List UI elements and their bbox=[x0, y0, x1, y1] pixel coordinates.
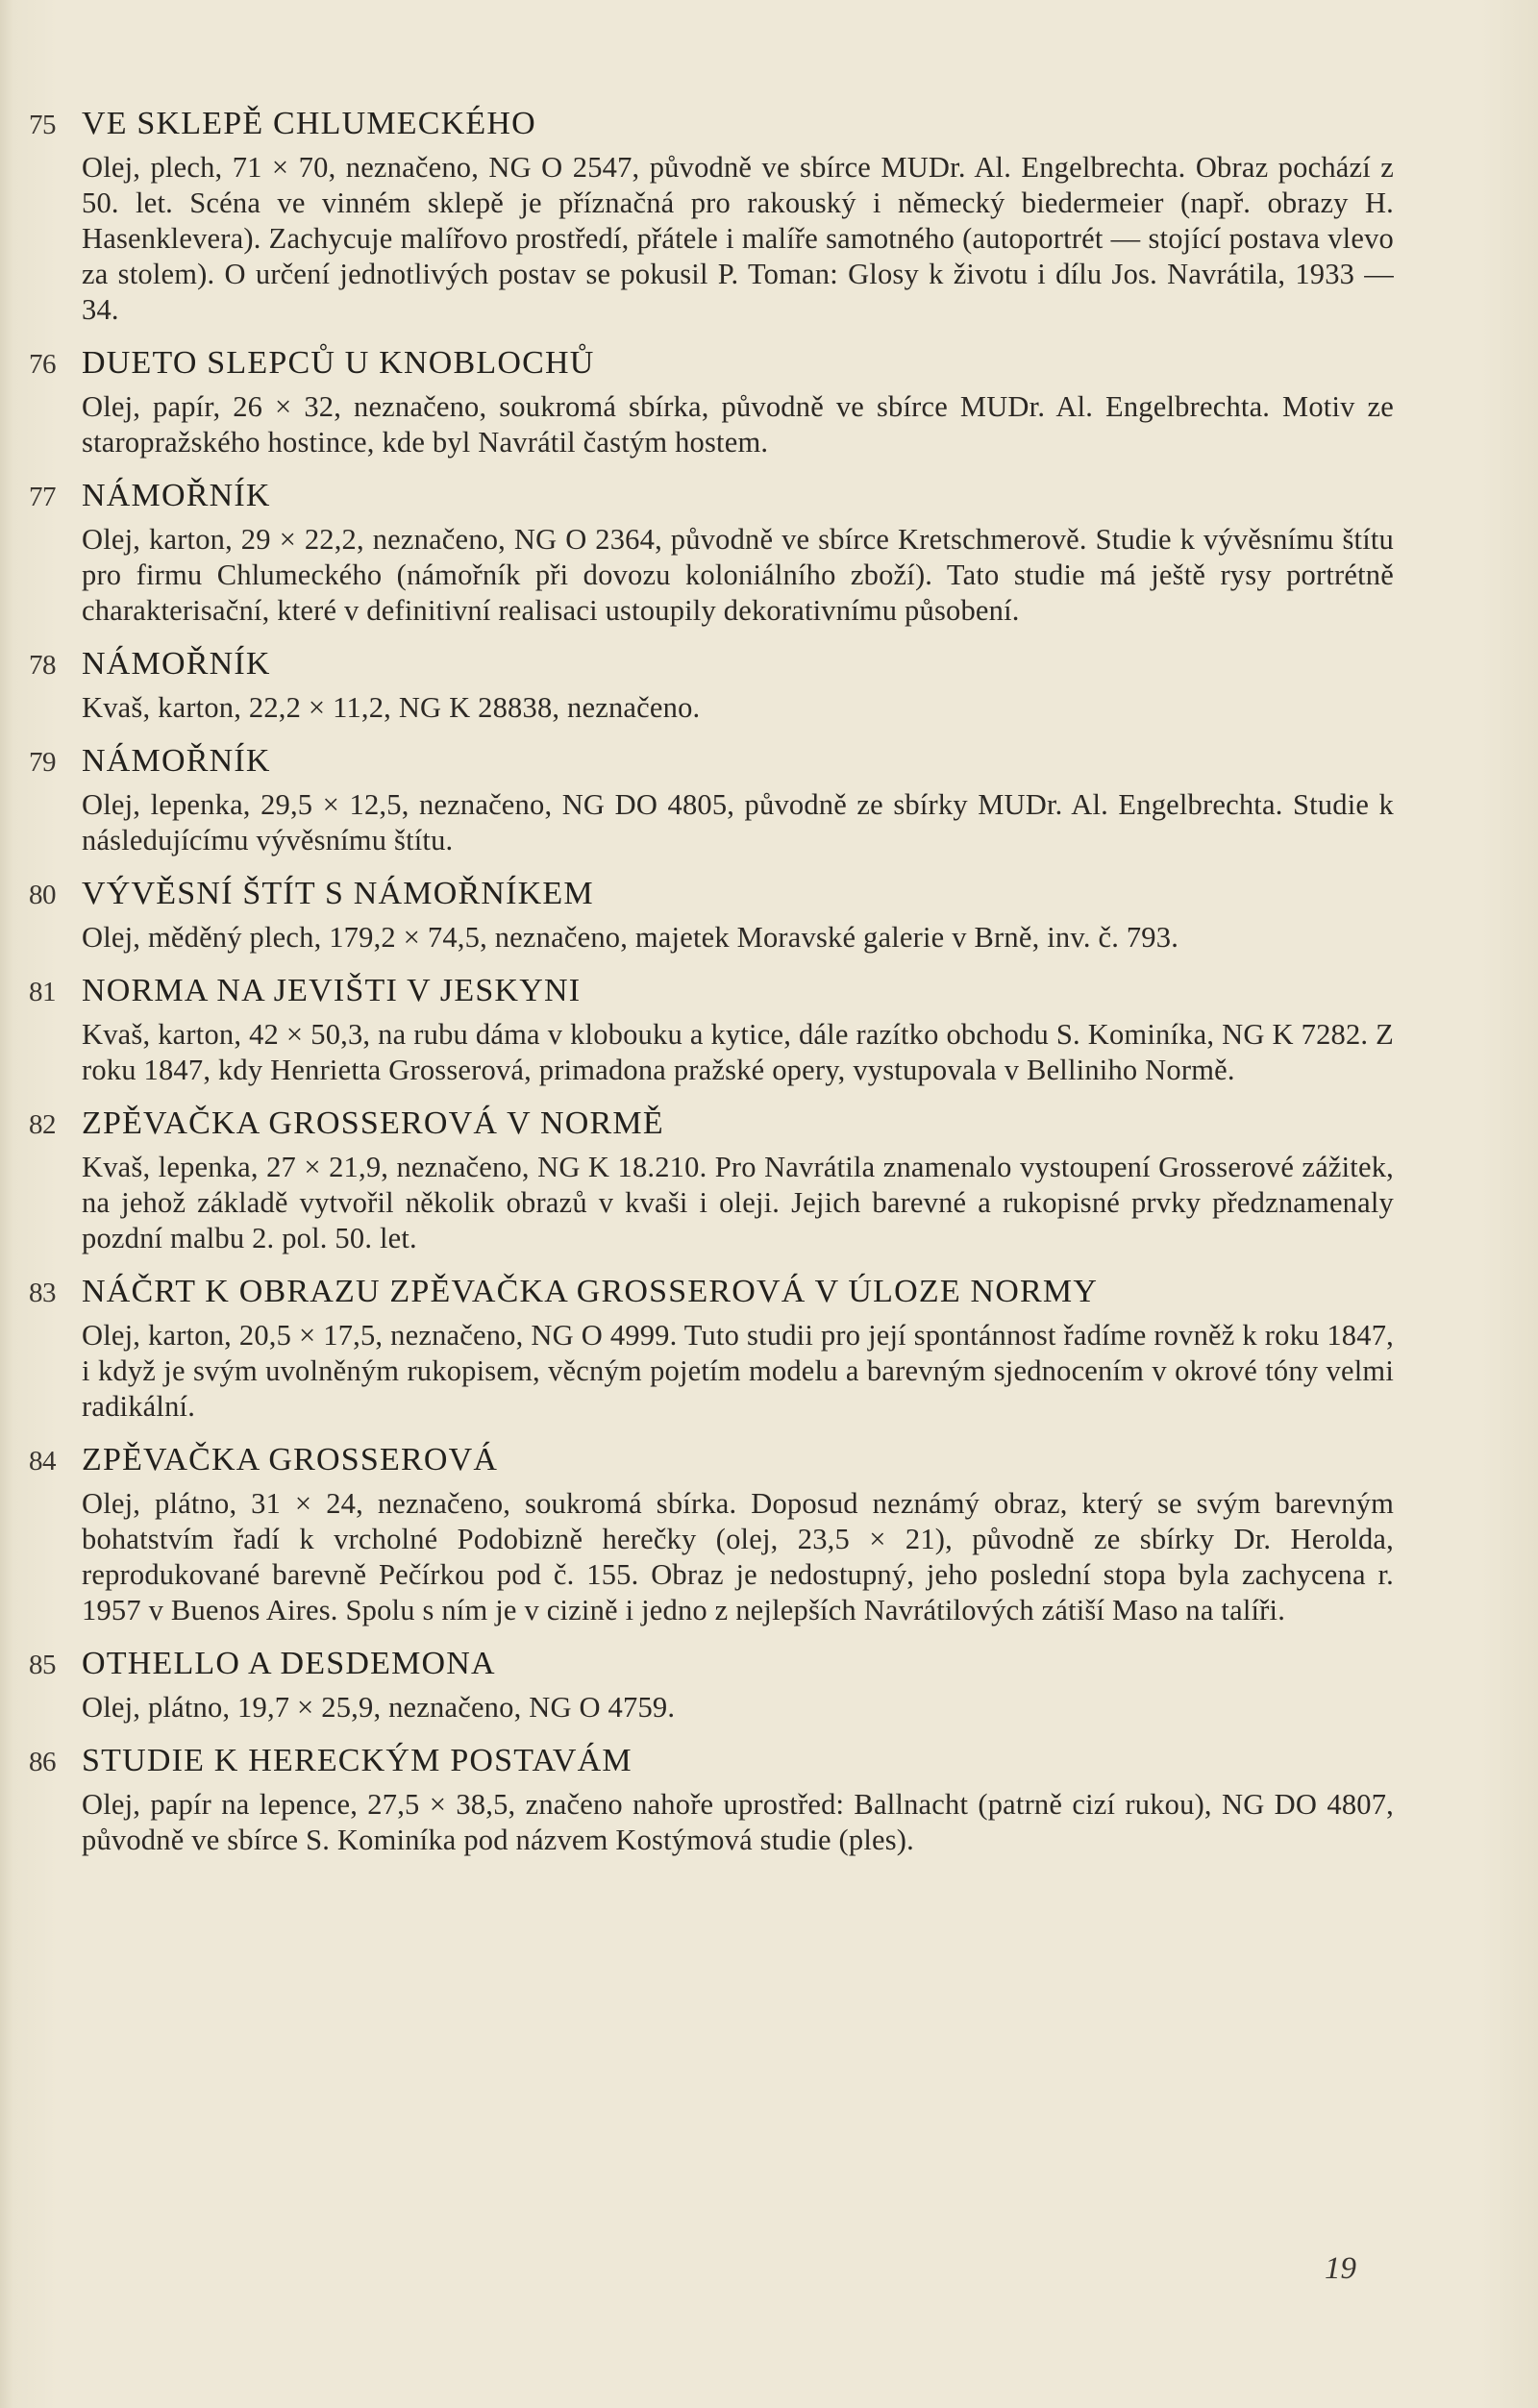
catalog-entry-75 bbox=[29, 106, 1394, 328]
entry-description: Kvaš, karton, 42 × 50,3, na rubu dáma v klobouku a kytice, dále razítko obchodu S. Kominíka, NG K 7282. Z roku 1847, kdy Henrietta Grosserová, primadona pražské opery, vystupovala v Belliniho Normě. bbox=[82, 1018, 1394, 1086]
entry-description: Kvaš, karton, 22,2 × 11,2, NG K 28838, neznačeno. bbox=[82, 691, 701, 724]
entry-description: Olej, plátno, 31 × 24, neznačeno, soukromá sbírka. Doposud neznámý obraz, který se svým barevným bohatstvím řadí k vrcholné Podobizně herečky (olej, 23,5 × 21), původně ze sbírky Dr. Herolda, reprodukované barevně Pečírkou pod č. 155. Obraz je nedostupný, jeho poslední stopa byla zachycena r. 1957 v Buenos Aires. Spolu s ním je v cizině i jedno z nejlepších Navrátilových zátiší Maso na talíři. bbox=[82, 1487, 1394, 1626]
entry-title: NÁČRT K OBRAZU ZPĚVAČKA GROSSEROVÁ V ÚLOZE NORMY bbox=[82, 1274, 1099, 1309]
entry-number: 85 bbox=[29, 1650, 56, 1680]
entry-title: OTHELLO A DESDEMONA bbox=[82, 1646, 496, 1681]
catalog-entry-83 bbox=[29, 1274, 1394, 1425]
entry-number: 79 bbox=[29, 747, 56, 778]
entry-number: 78 bbox=[29, 650, 56, 681]
catalog-entries bbox=[29, 106, 1394, 1875]
entry-description: Olej, měděný plech, 179,2 × 74,5, neznačeno, majetek Moravské galerie v Brně, inv. č. 793. bbox=[82, 921, 1179, 954]
catalog-entry-78 bbox=[29, 646, 1375, 726]
entry-number: 84 bbox=[29, 1446, 56, 1477]
entry-description: Olej, papír, 26 × 32, neznačeno, soukromá sbírka, původně ve sbírce MUDr. Al. Engelbrechta. Motiv ze staropražského hostince, kde byl Navrátil častým hostem. bbox=[82, 390, 1394, 459]
entry-description: Kvaš, lepenka, 27 × 21,9, neznačeno, NG K 18.210. Pro Navrátila znamenalo vystoupení Grosserové zážitek, na jehož základě vytvořil několik obrazů v kvaši i oleji. Jejich barevné a rukopisné prvky předznamenaly pozdní malbu 2. pol. 50. let. bbox=[82, 1151, 1394, 1254]
entry-title: STUDIE K HERECKÝM POSTAVÁM bbox=[82, 1743, 633, 1778]
entry-number: 77 bbox=[29, 482, 56, 512]
entry-number: 76 bbox=[29, 349, 56, 380]
entry-description: Olej, lepenka, 29,5 × 12,5, neznačeno, NG DO 4805, původně ze sbírky MUDr. Al. Engelbrechta. Studie k následujícímu vývěsnímu štítu. bbox=[82, 788, 1394, 856]
catalog-entry-82 bbox=[29, 1105, 1394, 1256]
catalog-entry-76 bbox=[29, 345, 1394, 460]
entry-title: NÁMOŘNÍK bbox=[82, 646, 271, 682]
page-number: 19 bbox=[1325, 2251, 1356, 2286]
catalog-entry-77 bbox=[29, 478, 1394, 629]
entry-title: VE SKLEPĚ CHLUMECKÉHO bbox=[82, 106, 536, 141]
entry-title: NÁMOŘNÍK bbox=[82, 743, 271, 779]
entry-number: 75 bbox=[29, 110, 56, 140]
catalog-entry-81 bbox=[29, 973, 1394, 1088]
entry-number: 82 bbox=[29, 1109, 56, 1140]
entry-title: ZPĚVAČKA GROSSEROVÁ V NORMĚ bbox=[82, 1105, 664, 1141]
entry-description: Olej, plech, 71 × 70, neznačeno, NG O 2547, původně ve sbírce MUDr. Al. Engelbrechta. Obraz pochází z 50. let. Scéna ve vinném sklepě je příznačná pro rakouský i německý biedermeier (např. obrazy H. Hasenklevera). Zachycuje malířovo prostředí, přátele i malíře samotného (autoportrét — stojící postava vlevo za stolem). O určení jednotlivých postav se pokusil P. Toman: Glosy k životu i dílu Jos. Navrátila, 1933 — 34. bbox=[82, 151, 1394, 326]
entry-title: VÝVĚSNÍ ŠTÍT S NÁMOŘNÍKEM bbox=[82, 876, 594, 911]
entry-number: 80 bbox=[29, 880, 56, 910]
catalog-entry-86 bbox=[29, 1743, 1394, 1858]
entry-number: 81 bbox=[29, 977, 56, 1007]
entry-title: DUETO SLEPCŮ U KNOBLOCHŮ bbox=[82, 345, 595, 381]
entry-description: Olej, papír na lepence, 27,5 × 38,5, značeno nahoře uprostřed: Ballnacht (patrně cizí rukou), NG DO 4807, původně ve sbírce S. Kominíka pod názvem Kostýmová studie (ples). bbox=[82, 1788, 1394, 1856]
entry-number: 86 bbox=[29, 1747, 56, 1777]
catalog-entry-85 bbox=[29, 1646, 1375, 1725]
catalog-entry-84 bbox=[29, 1442, 1394, 1628]
entry-title: NORMA NA JEVIŠTI V JESKYNI bbox=[82, 973, 582, 1008]
entry-title: ZPĚVAČKA GROSSEROVÁ bbox=[82, 1442, 499, 1477]
entry-description: Olej, karton, 20,5 × 17,5, neznačeno, NG O 4999. Tuto studii pro její spontánnost řadíme rovněž k roku 1847, i když je svým uvolněným rukopisem, věcným pojetím modelu a barevným sjednocením v okrové tóny velmi radikální. bbox=[82, 1319, 1394, 1423]
entry-description: Olej, karton, 29 × 22,2, neznačeno, NG O 2364, původně ve sbírce Kretschmerově. Studie k vývěsnímu štítu pro firmu Chlumeckého (námořník při dovozu koloniálního zboží). Tato studie má ještě rysy portrétně charakterisační, které v definitivní realisaci ustoupily dekorativnímu působení. bbox=[82, 523, 1394, 627]
entry-description: Olej, plátno, 19,7 × 25,9, neznačeno, NG O 4759. bbox=[82, 1691, 676, 1724]
catalog-entry-80 bbox=[29, 876, 1375, 956]
entry-number: 83 bbox=[29, 1278, 56, 1308]
entry-title: NÁMOŘNÍK bbox=[82, 478, 271, 513]
catalog-entry-79 bbox=[29, 743, 1394, 858]
